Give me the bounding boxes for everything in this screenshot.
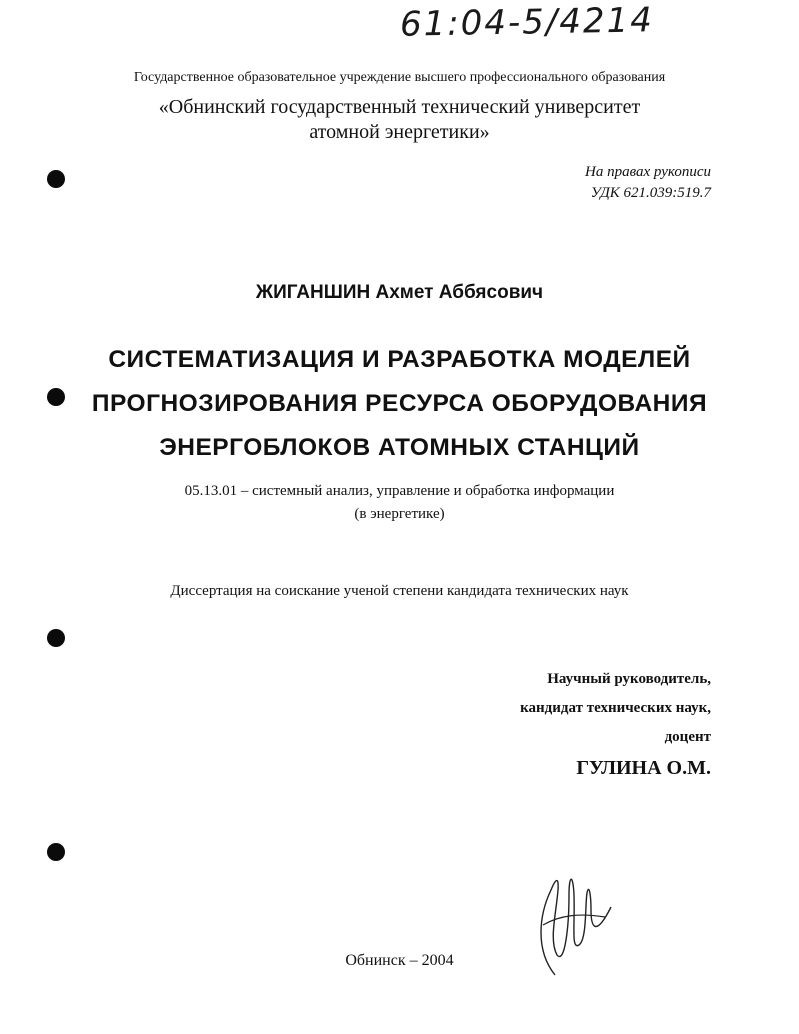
institution-name — [0, 95, 799, 145]
degree-statement: Диссертация на соискание ученой степени кандидата технических наук — [170, 583, 629, 599]
institution-name-line1: «Обнинский государственный технический университет — [158, 96, 641, 118]
punch-hole-icon — [47, 629, 65, 647]
punch-hole-icon — [47, 843, 65, 861]
advisor-name: ГУЛИНА О.М. — [576, 757, 711, 779]
city-year: Обнинск – 2004 — [345, 952, 454, 969]
dissertation-title — [0, 338, 799, 470]
udc-code: УДК 621.039:519.7 — [590, 185, 711, 201]
advisor-rank: доцент — [664, 729, 711, 745]
punch-hole-icon — [47, 388, 65, 406]
rights-label: На правах рукописи — [585, 164, 711, 180]
specialty-code: 05.13.01 – системный анализ, управление и обработка информации — [184, 483, 615, 499]
institution-name-line2: атомной энергетики» — [309, 121, 490, 143]
title-line2: ПРОГНОЗИРОВАНИЯ РЕСУРСА ОБОРУДОВАНИЯ — [91, 390, 708, 417]
advisor-degree: кандидат технических наук, — [520, 700, 711, 716]
author-name: ЖИГАНШИН Ахмет Аббясович — [255, 282, 544, 303]
specialty-field: (в энергетике) — [354, 506, 445, 522]
punch-hole-icon — [47, 170, 65, 188]
advisor-role: Научный руководитель, — [547, 671, 711, 687]
title-line1: СИСТЕМАТИЗАЦИЯ И РАЗРАБОТКА МОДЕЛЕЙ — [108, 346, 691, 373]
manuscript-rights — [585, 162, 711, 204]
archive-stamp: 61:04-5/4214 — [399, 0, 655, 45]
specialty — [0, 480, 799, 526]
institution-type: Государственное образовательное учреждение высшего профессионального образования — [133, 70, 666, 85]
title-line3: ЭНЕРГОБЛОКОВ АТОМНЫХ СТАНЦИЙ — [159, 434, 640, 461]
scientific-advisor — [520, 665, 711, 784]
